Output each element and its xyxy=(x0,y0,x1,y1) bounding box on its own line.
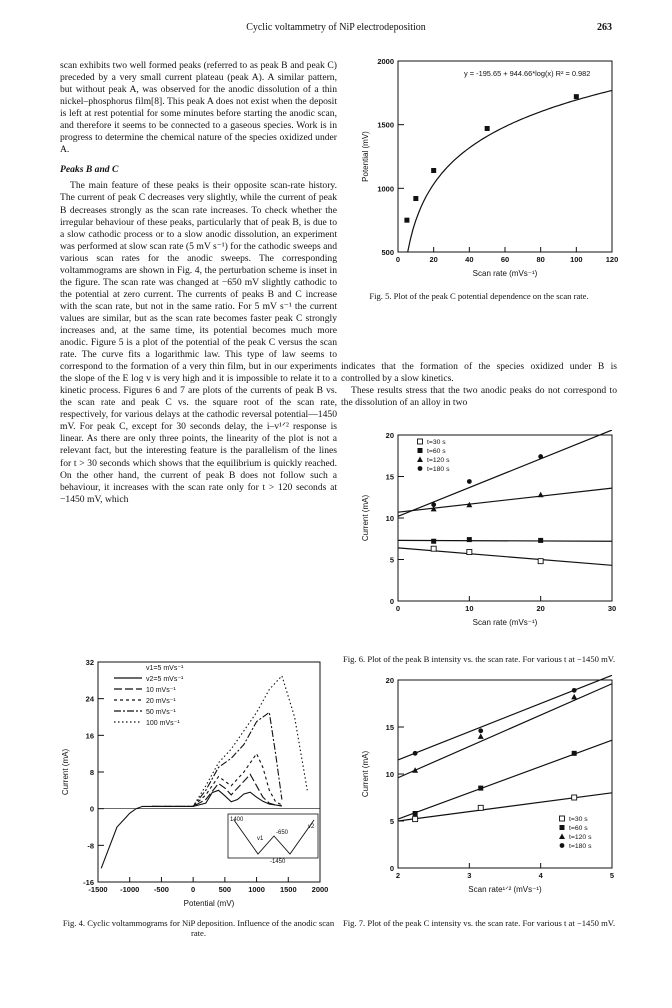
right-column-text xyxy=(341,361,617,409)
y-tick-label: 20 xyxy=(385,676,394,685)
legend-label: t=60 s xyxy=(427,448,446,455)
legend-label: v1=5 mVs⁻¹ xyxy=(146,665,184,672)
y-tick-label: 10 xyxy=(385,514,394,523)
data-point xyxy=(412,767,418,773)
data-point xyxy=(431,546,436,551)
plot-frame xyxy=(398,61,612,252)
x-tick-label: 0 xyxy=(191,885,196,894)
x-axis-label: Potential (mV) xyxy=(183,899,235,908)
left-column-text xyxy=(60,60,337,506)
paragraph: scan exhibits two well formed peaks (referred to as peak B and peak C) preceded by a very small current plateau (peak A). A similar pattern, but without peak A, was observed for the anodic dissolution of a thin nickel–phosphorus film[8]. This peak A does not exist when the deposit is left at rest potential for some minutes before starting the anodic scan, and therefore it seems to be connected to a gaseous species. Work is in progress to determine the chemical nature of the species oxidized under A. xyxy=(60,60,337,156)
data-point xyxy=(478,728,483,733)
y-tick-label: 5 xyxy=(389,817,394,826)
fig5-chart xyxy=(340,56,620,294)
y-tick-label: 1000 xyxy=(377,184,394,194)
y-axis-label: Current (mA) xyxy=(361,494,370,542)
x-tick-label: 80 xyxy=(536,255,545,264)
data-point xyxy=(559,834,565,840)
legend-label: 10 mVs⁻¹ xyxy=(146,687,176,694)
x-tick-label: 0 xyxy=(395,604,401,613)
series-line xyxy=(398,488,612,512)
data-point xyxy=(431,502,436,507)
data-point xyxy=(478,805,483,810)
legend-label: 100 mVs⁻¹ xyxy=(146,720,180,727)
data-point xyxy=(467,550,472,555)
inset-label: -650 xyxy=(276,830,289,836)
y-tick-label: 0 xyxy=(389,864,394,873)
voltammogram-curve xyxy=(152,754,282,807)
series-line xyxy=(398,540,612,541)
data-point xyxy=(467,479,472,484)
y-tick-label: -8 xyxy=(87,841,94,851)
data-point xyxy=(572,688,577,693)
fit-curve xyxy=(408,91,612,252)
x-tick-label: 30 xyxy=(607,604,617,613)
section-heading: Peaks B and C xyxy=(60,164,119,176)
paragraph: The main feature of these peaks is their opposite scan-rate history. The current of peak C decreases very slightly, while the current of peak B decreases strongly as the scan rate increases. To check whether the irregular behaviour of these peaks, particularly that of peak B, is due to a slow cathodic process or to a slow anodic dissolution, an experiment was performed at slow scan rate (5 mV s⁻¹) for the cathodic sweeps and various scan rates for the anodic sweeps. The corresponding voltammograms are shown in Fig. 4, the perturbation scheme is inset in the figure. The scan rate was changed at −650 mV slightly cathodic to the potential at zero current. The currents of peaks B and C increase with the scan rate, but not in the same ratio. For 5 mV s⁻¹ the current values are similar, but as the scan rate becomes faster peak C strongly increases and, at the same time, its potential becomes much more anodic. Figure 5 is a plot of the potential of the peak C versus the scan rate. The curve fits a logarithmic law. This type of law seems to correspond to the formation of a very thin film, but in our experiments the slope of the E log v is very high and it is impossible to relate it to a kinetic process. Figures 6 and 7 are plots of the currents of peak B vs. the scan rate and peak C vs. the square root of the scan rate, respectively, for various delays at the cathodic reversal potential—1450 mV. For peak C, except for 30 seconds delay, the i–v¹ᐟ² response is linear. As there are only three points, the linearity of the plot is not a relevant fact, but the interesting feature is the parallelism of the lines for t > 30 seconds which shows that the equilibrium is quickly reached. On the other hand, the current of peak B does not follow such a behaviour, it increases with the scan rate only for t > 120 seconds at −1450 mV, which xyxy=(60,180,337,505)
x-tick-label: 40 xyxy=(465,255,474,264)
data-point xyxy=(538,538,543,543)
data-point xyxy=(478,786,483,791)
y-tick-label: 0 xyxy=(389,597,394,606)
x-axis-label: Scan rate (mVs⁻¹) xyxy=(472,618,538,627)
fig6-chart xyxy=(340,430,620,652)
x-tick-label: 1000 xyxy=(248,885,265,894)
fig6-caption: Fig. 6. Plot of the peak B intensity vs. the scan rate. For various t at −1450 mV. xyxy=(342,654,616,664)
x-tick-label: -500 xyxy=(153,885,169,894)
data-point xyxy=(417,457,423,463)
running-title: Cyclic voltammetry of NiP electrodeposition xyxy=(246,22,426,33)
x-tick-label: -1500 xyxy=(88,885,108,894)
data-point xyxy=(431,539,436,544)
data-point xyxy=(418,466,423,471)
x-tick-label: 500 xyxy=(218,885,232,894)
fig7-chart xyxy=(340,675,620,919)
data-point xyxy=(572,795,577,800)
series-line xyxy=(398,684,612,778)
x-axis-label: Scan rate (mVs⁻¹) xyxy=(472,269,538,278)
data-point xyxy=(431,168,436,173)
y-tick-label: 20 xyxy=(385,431,394,440)
y-tick-label: 2000 xyxy=(377,57,394,66)
x-tick-label: 100 xyxy=(570,255,583,264)
voltammogram-curve xyxy=(152,676,307,807)
data-point xyxy=(538,492,544,498)
legend-label: t=60 s xyxy=(569,825,588,832)
paragraph: These results stress that the two anodic peaks do not correspond to the dissolution of an alloy in two xyxy=(341,385,617,409)
y-tick-label: 15 xyxy=(385,723,394,732)
x-tick-label: 20 xyxy=(536,604,545,613)
fig7-caption: Fig. 7. Plot of the peak C intensity vs. the scan rate. For various t at −1450 mV. xyxy=(342,918,616,928)
data-point xyxy=(485,126,490,131)
y-tick-label: 1500 xyxy=(377,120,394,130)
data-point xyxy=(413,751,418,756)
x-tick-label: 0 xyxy=(395,255,401,264)
y-axis-label: Potential (mV) xyxy=(361,131,370,182)
x-axis-label: Scan rate¹ᐟ² (mVs⁻¹) xyxy=(468,885,542,894)
data-point xyxy=(413,817,418,822)
data-point xyxy=(572,751,577,756)
inset-label: v1 xyxy=(257,836,264,842)
legend-label: t=120 s xyxy=(569,834,592,841)
x-tick-label: 5 xyxy=(609,871,615,880)
fig4-caption: Fig. 4. Cyclic voltammograms for NiP deposition. Influence of the anodic scan rate. xyxy=(62,918,335,938)
y-tick-label: -16 xyxy=(83,878,94,887)
inset-label: v2 xyxy=(308,824,315,830)
y-tick-label: 0 xyxy=(89,804,94,814)
y-tick-label: 5 xyxy=(389,555,394,565)
data-point xyxy=(467,537,472,542)
x-tick-label: 1500 xyxy=(279,885,297,894)
data-point xyxy=(413,196,418,201)
legend-label: v2=5 mVs⁻¹ xyxy=(146,676,184,683)
data-point xyxy=(571,694,577,700)
x-tick-label: 2000 xyxy=(311,885,329,894)
inset-label: -1450 xyxy=(270,859,286,865)
data-point xyxy=(560,816,565,821)
data-point xyxy=(538,559,543,564)
x-tick-label: 120 xyxy=(605,255,619,264)
y-tick-label: 32 xyxy=(85,658,94,667)
legend-label: t=30 s xyxy=(427,439,446,446)
x-tick-label: 3 xyxy=(467,871,472,880)
y-tick-label: 16 xyxy=(85,731,94,741)
legend-label: t=120 s xyxy=(427,457,450,464)
x-tick-label: -1000 xyxy=(120,885,140,894)
legend-label: t=30 s xyxy=(569,816,588,823)
data-point xyxy=(418,448,423,453)
legend-label: t=180 s xyxy=(569,843,592,850)
data-point xyxy=(574,94,579,99)
data-point xyxy=(418,439,423,444)
y-tick-label: 8 xyxy=(89,768,94,777)
data-point xyxy=(560,843,565,848)
paragraph: indicates that the formation of the species oxidized under B is controlled by a slow kinetics. xyxy=(341,361,617,385)
y-tick-label: 24 xyxy=(85,694,94,704)
x-tick-label: 2 xyxy=(395,871,401,880)
legend-label: 20 mVs⁻¹ xyxy=(146,698,176,705)
y-tick-label: 500 xyxy=(381,248,394,257)
y-axis-label: Current (mA) xyxy=(61,748,70,796)
series-line xyxy=(398,675,612,760)
data-point xyxy=(413,811,418,816)
y-tick-label: 10 xyxy=(385,770,394,779)
running-header xyxy=(60,22,612,36)
x-tick-label: 4 xyxy=(538,871,543,880)
inset-label: 1400 xyxy=(230,817,244,823)
fig5-caption: Fig. 5. Plot of the peak C potential dependence on the scan rate. xyxy=(369,291,589,301)
fig4-chart xyxy=(58,658,338,918)
x-tick-label: 10 xyxy=(465,604,474,613)
x-tick-label: 20 xyxy=(429,255,438,264)
y-axis-label: Current (mA) xyxy=(361,750,370,798)
legend-label: t=180 s xyxy=(427,466,450,473)
page-number: 263 xyxy=(597,22,612,33)
data-point xyxy=(404,218,409,223)
legend-label: 50 mVs⁻¹ xyxy=(146,709,176,716)
data-point xyxy=(560,825,565,830)
x-tick-label: 60 xyxy=(500,255,510,264)
series-line xyxy=(398,548,612,565)
fit-equation: y = -195.65 + 944.66*log(x) R² = 0.982 xyxy=(464,69,591,78)
data-point xyxy=(538,454,543,459)
data-point xyxy=(478,733,484,739)
y-tick-label: 15 xyxy=(385,472,394,482)
